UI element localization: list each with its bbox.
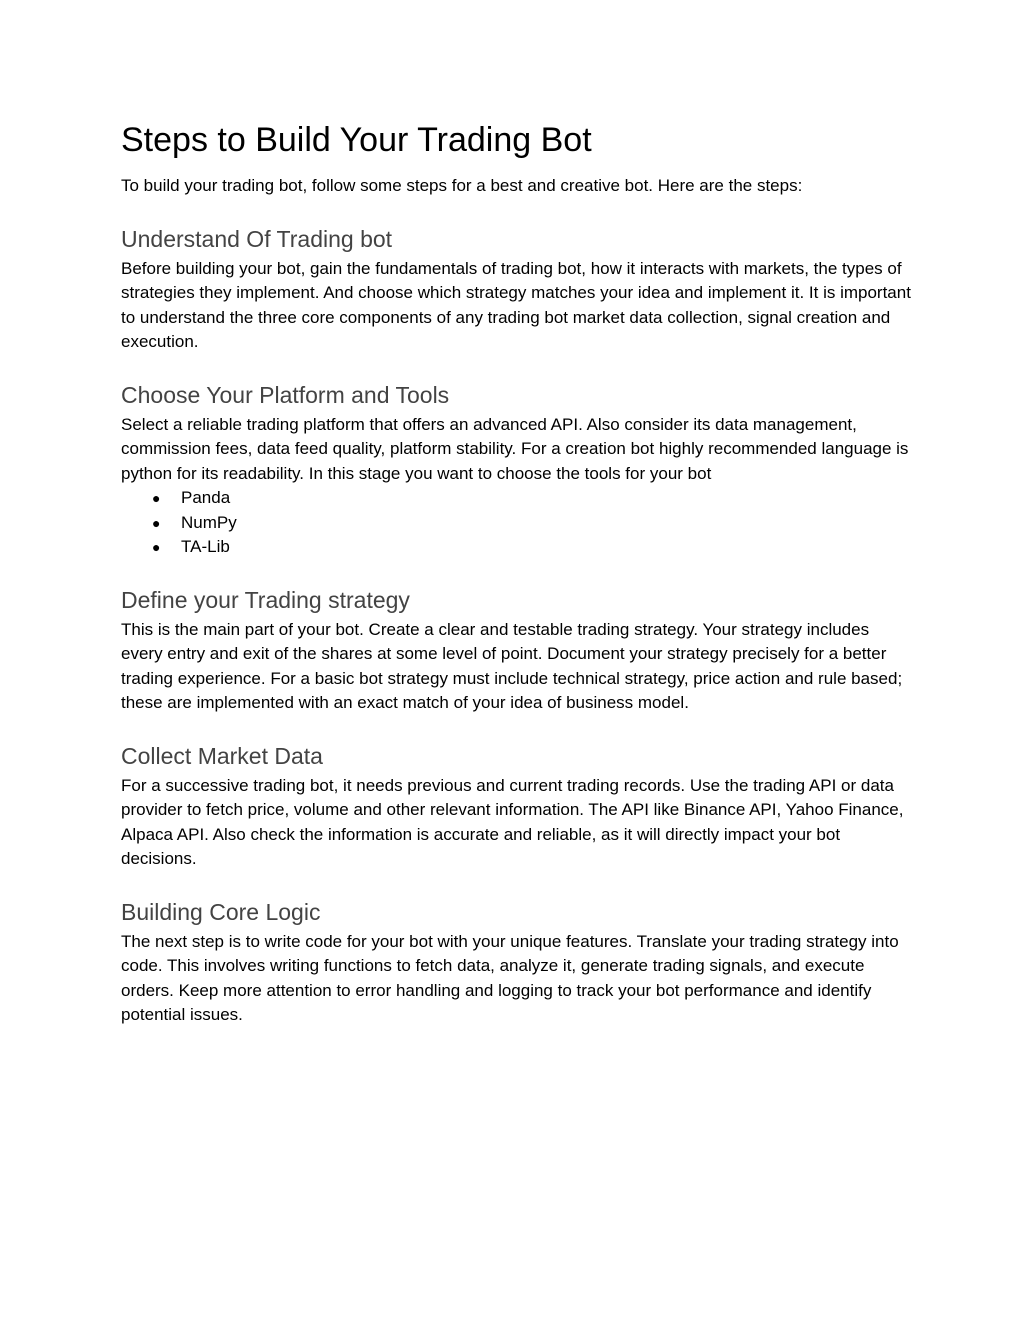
list-item <box>121 486 911 511</box>
list-item-label: Panda <box>181 488 231 507</box>
section-platform-tools <box>121 379 911 560</box>
section-body: Before building your bot, gain the fundamentals of trading bot, how it interacts with markets, the types of strategies they implement. And choose which strategy matches your idea and implement it. It is important to understand the three core components of any trading bot market data collection, signal creation and execution. <box>121 258 911 351</box>
section-heading: Define your Trading strategy <box>121 586 410 613</box>
section-understand <box>121 223 911 355</box>
list-item <box>121 511 911 536</box>
bullet-icon: ● <box>152 539 161 555</box>
section-heading: Collect Market Data <box>121 742 323 769</box>
section-strategy <box>121 584 911 716</box>
list-item-label: NumPy <box>181 512 237 532</box>
section-body: The next step is to write code for your bot with your unique features. Translate your trading strategy into code. This involves writing functions to fetch data, analyze it, generate trading signals, and execute orders. Keep more attention to error handling and logging to track your bot performance and identify potential issues. <box>121 931 899 1024</box>
section-market-data <box>121 740 911 872</box>
section-body: This is the main part of your bot. Create a clear and testable trading strategy. Your strategy includes every entry and exit of the shares at some level of point. Document your strategy precisely for a better trading experience. For a basic bot strategy must include technical strategy, price action and rule based; these are implemented with an exact match of your idea of business model. <box>121 619 903 712</box>
section-core-logic <box>121 896 911 1028</box>
bullet-icon: ● <box>152 514 161 531</box>
list-item-label: TA-Lib <box>181 537 230 556</box>
tools-list <box>121 486 911 560</box>
section-body: Select a reliable trading platform that offers an advanced API. Also consider its data management, commission fees, data feed quality, platform stability. For a creation bot highly recommended language is python for its readability. In this stage you want to choose the tools for your bot <box>121 414 909 483</box>
page-title: Steps to Build Your Trading Bot <box>121 121 592 159</box>
document-page <box>121 117 911 1028</box>
section-heading: Choose Your Platform and Tools <box>121 381 450 408</box>
bullet-icon: ● <box>152 490 161 506</box>
section-heading: Understand Of Trading bot <box>121 225 393 252</box>
section-heading: Building Core Logic <box>121 898 321 925</box>
list-item <box>121 535 911 560</box>
section-body: For a successive trading bot, it needs previous and current trading records. Use the trading API or data provider to fetch price, volume and other relevant information. The API like Binance API, Yahoo Finance, Alpaca API. Also check the information is accurate and reliable, as it will directly impact your bot decisions. <box>121 775 904 868</box>
intro-paragraph: To build your trading bot, follow some steps for a best and creative bot. Here are the steps: <box>121 176 803 195</box>
